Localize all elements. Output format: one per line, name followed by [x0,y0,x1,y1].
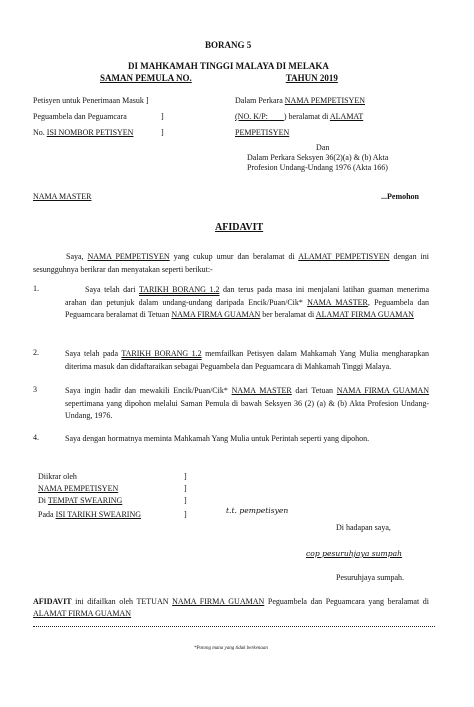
matter-line [235,96,365,105]
bracket: ] [184,472,187,481]
intro-petitioner-name: NAMA PEMPETISYEN [87,252,170,261]
bracket: ] [161,112,164,121]
petition-label: Petisyen untuk Penerimaan Masuk ] [33,96,149,105]
section-line-1: Dalam Perkara Seksyen 36(2)(a) & (b) Akta [247,153,389,162]
para1-text: dan terus pada masa ini menjalani latihan guaman menerima arahan dan petunjuk dalam undang-undang daripada Encik/Puan/Cik* [65,285,430,307]
saman-label: SAMAN PEMULA NO. [100,73,192,83]
footnote: *Potong mana yang tidak berkenaan [194,646,268,651]
filing-firm-name: NAMA FIRMA GUAMAN [172,597,265,606]
sworn-place-prefix: Di [38,496,48,505]
para1-date: TARIKH BORANG 1.2 [139,285,220,294]
petitioner-signature: t.t. pempetisyen [226,506,289,515]
bracket: ] [161,128,164,137]
para3-master-name: NAMA MASTER [231,386,292,395]
advocate-label: Peguambela dan Peguamcara [33,112,127,121]
intro-text: yang cukup umur dan beralamat di [169,252,299,261]
before-me-label: Di hadapan saya, [336,523,391,532]
para-number: 2. [33,348,39,357]
commissioner-stamp: cop pesuruhjaya sumpah [306,549,403,558]
sworn-by-label: Diikrar oleh [38,472,77,481]
applicant-label: ...Pemohon [381,192,419,201]
paragraph-3 [65,385,429,423]
petition-number-prefix: No. [33,128,47,137]
ic-blank [268,112,284,121]
bracket: ] [184,510,187,519]
para1-text: ber beralamat di [260,310,316,319]
para1-firm-address: ALAMAT FIRMA GUAMAN [315,310,414,319]
para3-firm-name: NAMA FIRMA GUAMAN [336,386,430,395]
section-line-2: Profesion Undang-Undang 1976 (Akta 166) [247,163,388,172]
address-continuation: PEMPETISYEN [235,128,290,137]
and-label: Dan [316,143,330,152]
bracket: ] [184,484,187,493]
para3-text: dari Tetuan [291,386,337,395]
intro-petitioner-address: ALAMAT PEMPETISYEN [298,252,390,261]
affidavit-title: AFIDAVIT [215,222,264,233]
address-label: ALAMAT [329,112,364,121]
form-number: BORANG 5 [205,40,252,50]
para3-text: Saya ingin hadir dan mewakili Encik/Puan/Cik* [65,386,232,395]
commissioner-title: Pesuruhjaya sumpah. [336,573,404,582]
saman-line [100,73,338,83]
court-title: DI MAHKAMAH TINGGI MALAYA DI MELAKA [128,61,329,71]
para2-text: memfailkan Petisyen dalam Mahkamah Yang Mulia mengharapkan diterima masuk dan didaftaraikan sebagai Peguambela dan Peguamcara di Mahkamah Tinggi Malaya. [65,349,430,371]
filing-note [33,596,429,620]
ic-line [235,112,363,121]
paragraph-4: Saya dengan hormatnya meminta Mahkamah Yang Mulia untuk Perintah seperti yang dipohon. [65,434,370,443]
intro-paragraph [33,250,429,276]
saman-year: TAHUN 2019 [285,73,338,83]
filing-text: Peguambela dan Peguamcara yang beralamat di [264,597,430,606]
para1-text: Saya telah dari [85,285,140,294]
master-name: NAMA MASTER [33,192,92,201]
para1-firm-name: NAMA FIRMA GUAMAN [171,310,261,319]
para-number: 4. [33,433,39,442]
filing-firm-address: ALAMAT FIRMA GUAMAN [33,609,132,618]
para1-text: , Peguambela dan Peguamcara beralamat di Tetuan [65,297,429,319]
sworn-place-value: TEMPAT SWEARING [47,496,123,505]
ic-label: (NO. K/P: [235,112,268,121]
paragraph-1 [65,284,429,322]
para2-date: TARIKH BORANG 1.2 [121,349,202,358]
para3-text: sepertimana yang dipohon melalui Saman Pemula di bawah Seksyen 36 (2) (a) & (b) Akta Profesion Undang-Undang, 1976. [65,398,429,420]
petition-number [33,128,133,137]
sworn-date-prefix: Pada [38,510,56,519]
dotted-line [33,626,435,627]
sworn-place [38,496,122,505]
matter-prefix: Dalam Perkara [235,96,285,105]
intro-text: Saya, [66,252,88,261]
paragraph-2 [65,348,429,373]
bracket: ] [184,496,187,505]
sworn-name: NAMA PEMPETISYEN [38,484,119,493]
filing-label: AFIDAVIT [33,597,72,606]
sworn-date-value: ISI TARIKH SWEARING [55,510,141,519]
para-number: 1. [33,284,39,293]
petitioner-name: NAMA PEMPETISYEN [284,96,365,105]
petition-number-value: ISI NOMBOR PETISYEN [46,128,134,137]
para-number: 3 [33,385,37,394]
sworn-date [38,510,141,519]
ic-mid: ) beralamat di [283,112,330,121]
intro-text: dengan ini sesungguhnya berikrar dan menyatakan seperti berikut:- [33,252,430,274]
filing-text: ini difailkan oleh TETUAN [71,597,173,606]
para1-master-name: NAMA MASTER [307,297,368,307]
para2-text: Saya telah pada [65,349,122,358]
